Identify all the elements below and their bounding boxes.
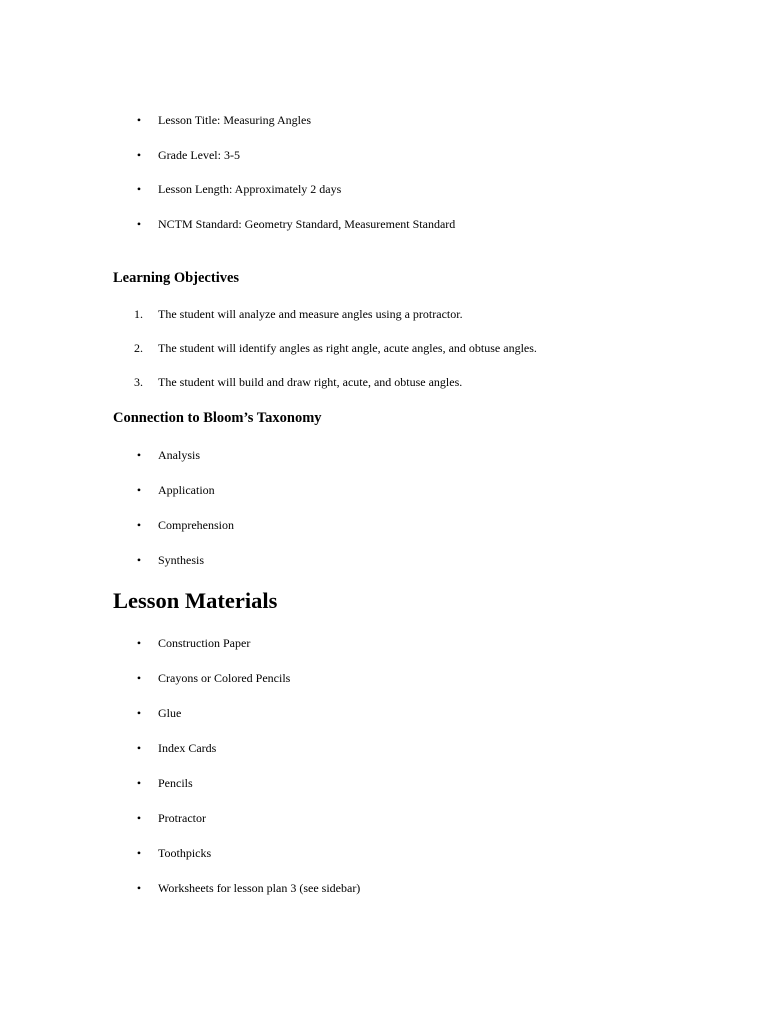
material-item-text: Pencils (158, 776, 193, 790)
bullet-marker: • (136, 741, 142, 755)
item-number: 2. (134, 341, 143, 355)
taxonomy-item-text: Analysis (158, 448, 200, 462)
bullet-marker: • (136, 811, 142, 825)
material-item-text: Crayons or Colored Pencils (158, 671, 291, 685)
material-item-text: Protractor (158, 811, 206, 825)
objective-text: The student will identify angles as right angle, acute angles, and obtuse angles. (158, 341, 537, 355)
objective-text: The student will build and draw right, acute, and obtuse angles. (158, 375, 463, 389)
material-item-text: Construction Paper (158, 636, 251, 650)
lesson-title-text: Lesson Title: Measuring Angles (158, 113, 312, 127)
bullet-marker: • (136, 113, 142, 127)
bullet-marker: • (136, 448, 142, 462)
bullet-marker: • (136, 636, 142, 650)
learning-objectives-heading: Learning Objectives (113, 270, 240, 286)
bullet-marker: • (136, 148, 142, 162)
material-item-text: Toothpicks (158, 846, 212, 860)
nctm-standard-text: NCTM Standard: Geometry Standard, Measurement Standard (158, 217, 456, 231)
bullet-marker: • (136, 776, 142, 790)
blooms-taxonomy-heading: Connection to Bloom’s Taxonomy (113, 410, 322, 426)
taxonomy-item-text: Synthesis (158, 553, 205, 567)
bullet-marker: • (136, 846, 142, 860)
bullet-marker: • (136, 881, 142, 895)
taxonomy-item-text: Comprehension (158, 518, 234, 532)
lesson-materials-heading: Lesson Materials (113, 588, 278, 613)
bullet-marker: • (136, 483, 142, 497)
bullet-marker: • (136, 217, 142, 231)
bullet-marker: • (136, 518, 142, 532)
bullet-marker: • (136, 671, 142, 685)
bullet-marker: • (136, 553, 142, 567)
material-item-text: Worksheets for lesson plan 3 (see sidebar) (158, 881, 361, 895)
grade-level-text: Grade Level: 3-5 (158, 148, 240, 162)
item-number: 1. (134, 307, 143, 321)
objective-text: The student will analyze and measure angles using a protractor. (158, 307, 463, 321)
material-item-text: Glue (158, 706, 182, 720)
item-number: 3. (134, 375, 143, 389)
lesson-length-text: Lesson Length: Approximately 2 days (158, 182, 342, 196)
bullet-marker: • (136, 706, 142, 720)
taxonomy-item-text: Application (158, 483, 215, 497)
material-item-text: Index Cards (158, 741, 217, 755)
bullet-marker: • (136, 182, 142, 196)
